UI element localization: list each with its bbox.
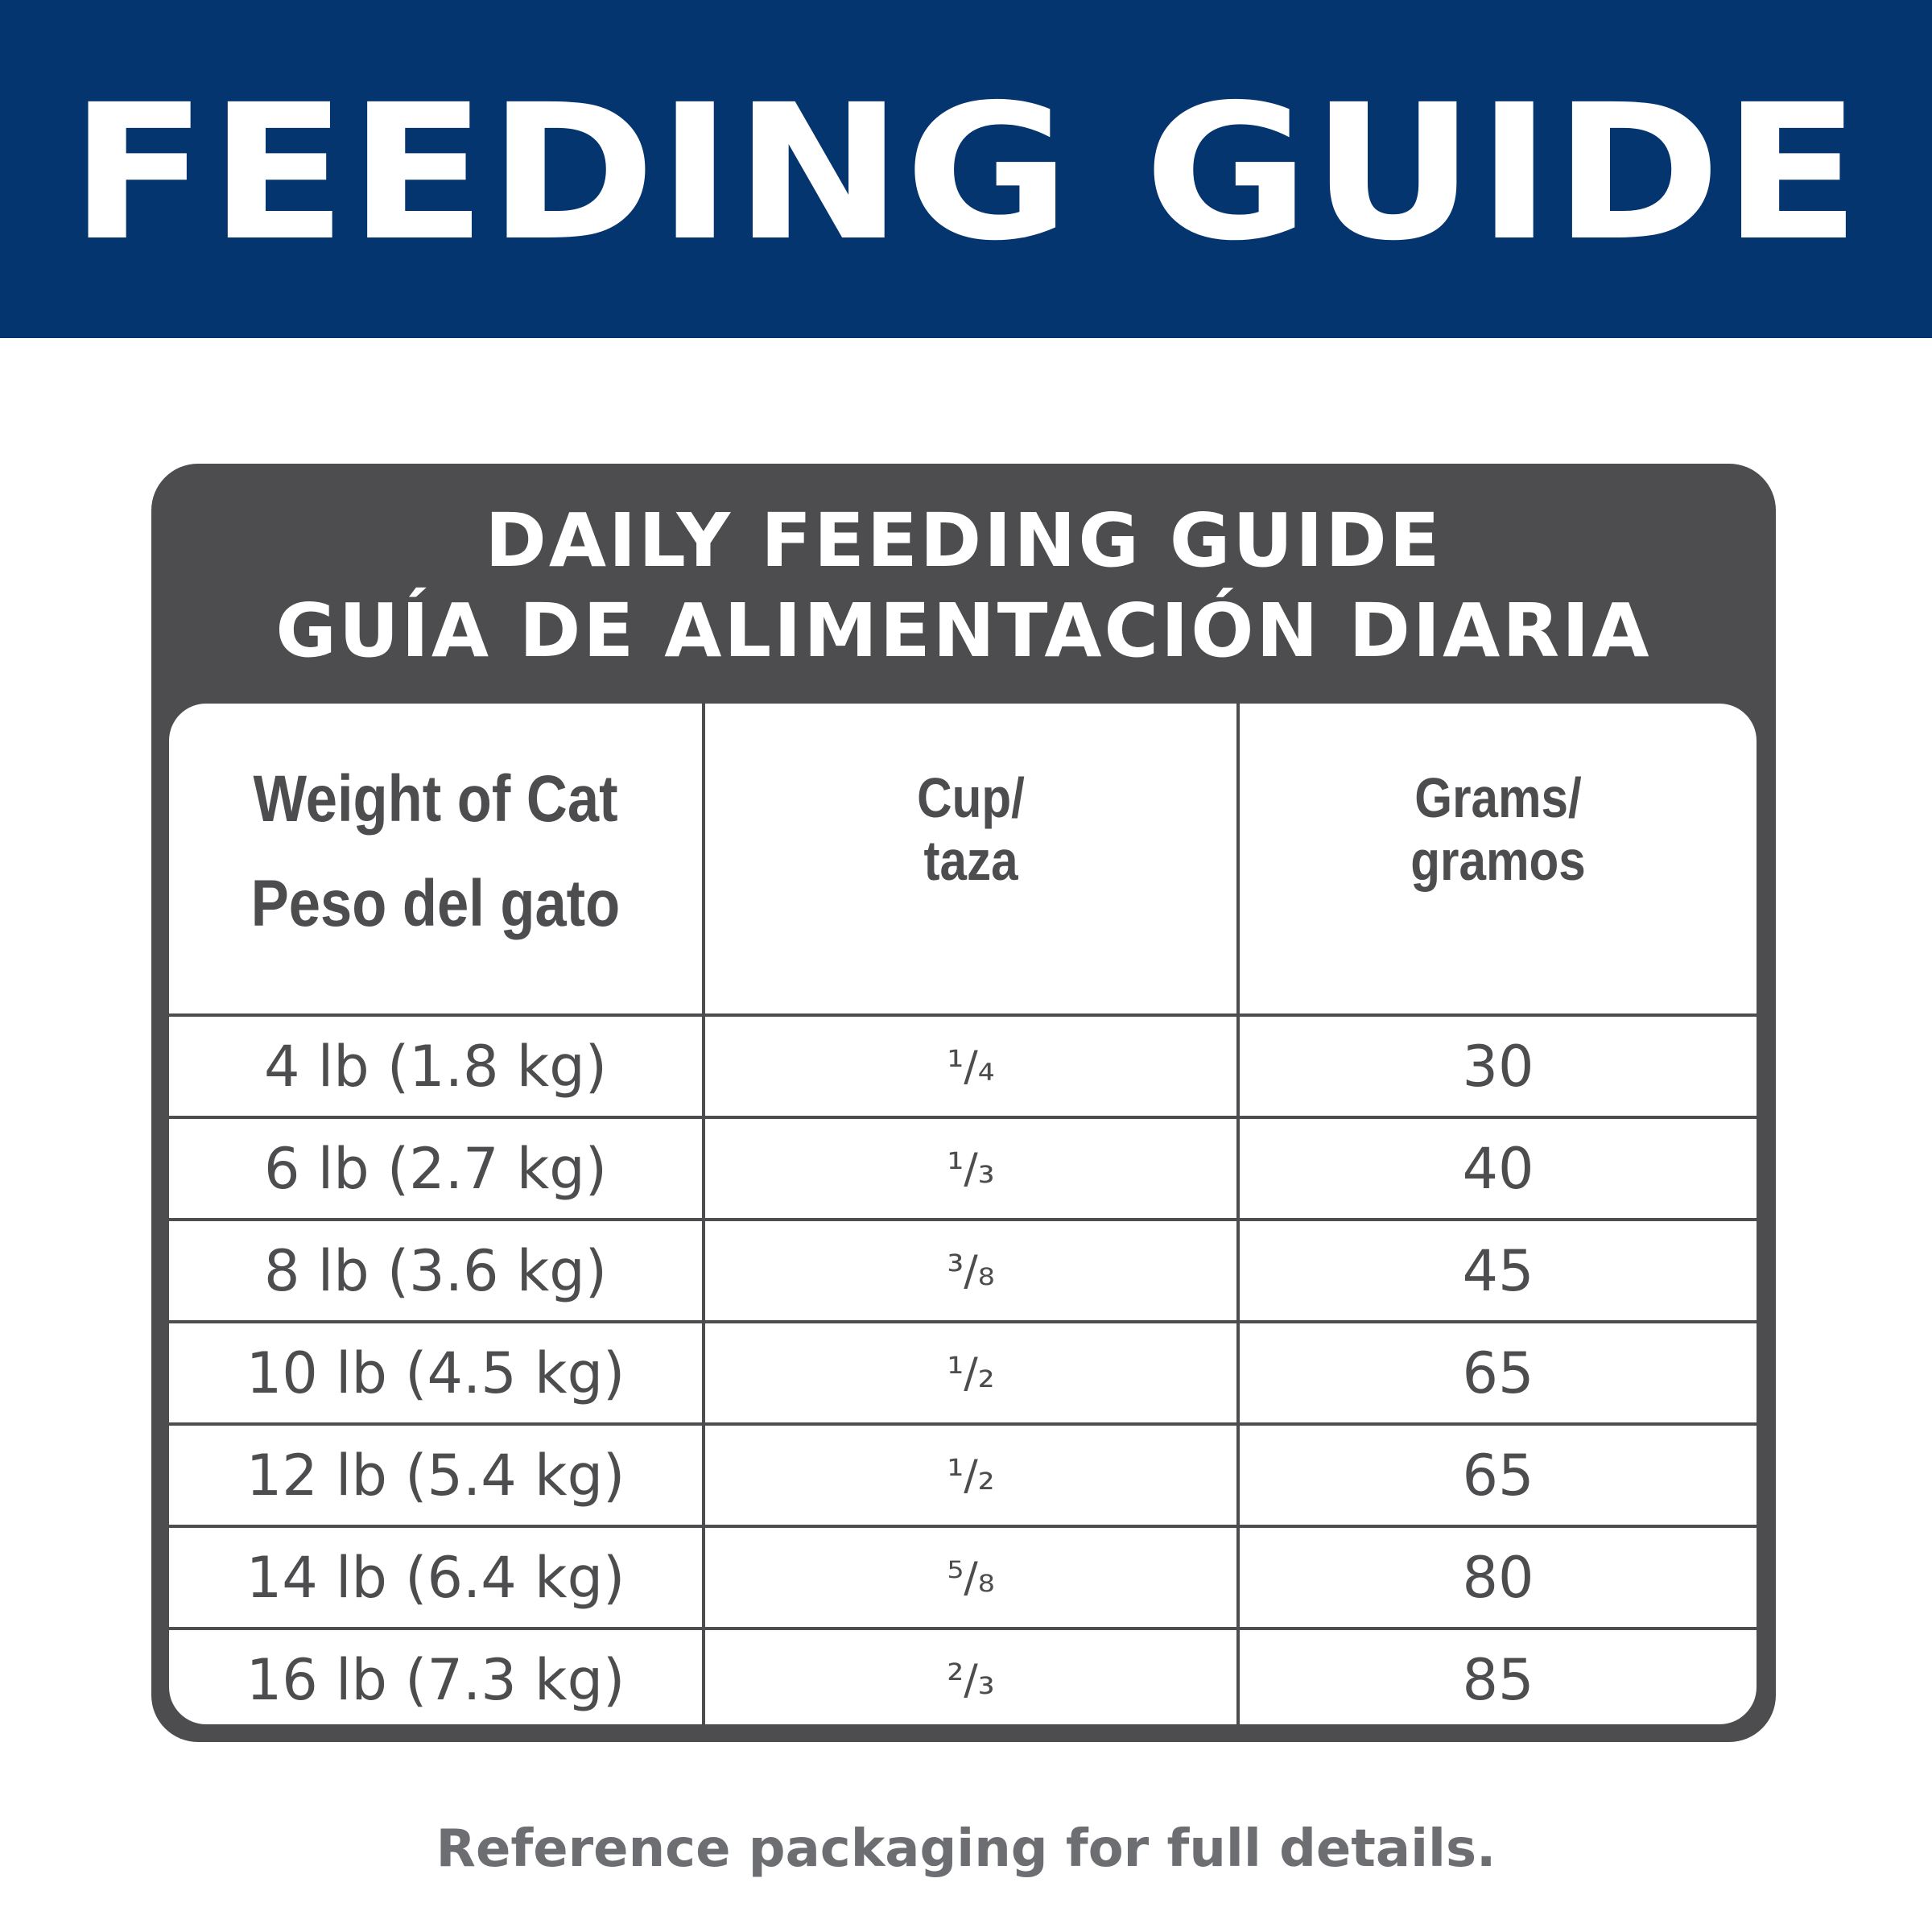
row-divider <box>169 1013 1757 1017</box>
card-heading-spanish: GUÍA DE ALIMENTACIÓN DIARIA <box>275 588 1652 674</box>
column-divider <box>1236 704 1240 1724</box>
cup-cell: ²/₃ <box>947 1655 995 1704</box>
cup-cell: ¹/₂ <box>947 1348 995 1397</box>
cup-cell: ¹/₂ <box>947 1451 995 1500</box>
cup-cell: ¹/₄ <box>947 1042 995 1091</box>
feeding-guide-banner <box>0 0 1932 338</box>
header-weight-spanish: Peso del gato <box>250 866 621 940</box>
grams-cell: 30 <box>1462 1033 1534 1100</box>
grams-cell: 85 <box>1462 1646 1534 1713</box>
row-divider <box>169 1218 1757 1221</box>
table-row <box>169 1528 1757 1627</box>
header-weight <box>206 704 664 1013</box>
row-divider <box>169 1627 1757 1630</box>
feeding-table <box>169 704 1757 1724</box>
header-grams-english: Grams/ <box>1414 766 1582 829</box>
row-divider <box>169 1525 1757 1528</box>
weight-cell: 16 lb (7.3 kg) <box>246 1646 625 1713</box>
table-row <box>169 1221 1757 1320</box>
row-divider <box>169 1422 1757 1426</box>
weight-cell: 8 lb (3.6 kg) <box>263 1237 608 1304</box>
header-weight-english: Weight of Cat <box>253 762 618 836</box>
cup-cell: ³/₈ <box>947 1246 995 1295</box>
footer-note: Reference packaging for full details. <box>436 1819 1496 1879</box>
weight-cell: 4 lb (1.8 kg) <box>263 1033 608 1100</box>
grams-cell: 65 <box>1462 1442 1534 1509</box>
table-row <box>169 1426 1757 1525</box>
card-heading <box>151 496 1776 676</box>
daily-feeding-guide-card <box>151 464 1776 1742</box>
weight-cell: 10 lb (4.5 kg) <box>246 1340 625 1406</box>
cup-cell: ¹/₃ <box>947 1144 995 1193</box>
header-grams <box>1276 704 1720 1013</box>
card-heading-english: DAILY FEEDING GUIDE <box>485 497 1443 584</box>
banner-title: FEEDING GUIDE <box>69 64 1863 282</box>
column-divider <box>702 704 705 1724</box>
weight-cell: 14 lb (6.4 kg) <box>246 1544 625 1611</box>
row-divider <box>169 1320 1757 1323</box>
table-row <box>169 1119 1757 1218</box>
grams-cell: 65 <box>1462 1340 1534 1406</box>
header-cup-english: Cup/ <box>917 766 1025 829</box>
header-grams-spanish: gramos <box>1410 829 1586 892</box>
weight-cell: 12 lb (5.4 kg) <box>246 1442 625 1509</box>
grams-cell: 45 <box>1462 1237 1534 1304</box>
table-row <box>169 1017 1757 1116</box>
grams-cell: 80 <box>1462 1544 1534 1611</box>
table-row <box>169 1630 1757 1724</box>
cup-cell: ⁵/₈ <box>947 1553 995 1602</box>
grams-cell: 40 <box>1462 1135 1534 1202</box>
table-row <box>169 1323 1757 1422</box>
header-cup <box>742 704 1199 1013</box>
row-divider <box>169 1116 1757 1119</box>
header-cup-spanish: taza <box>923 829 1018 892</box>
weight-cell: 6 lb (2.7 kg) <box>263 1135 608 1202</box>
